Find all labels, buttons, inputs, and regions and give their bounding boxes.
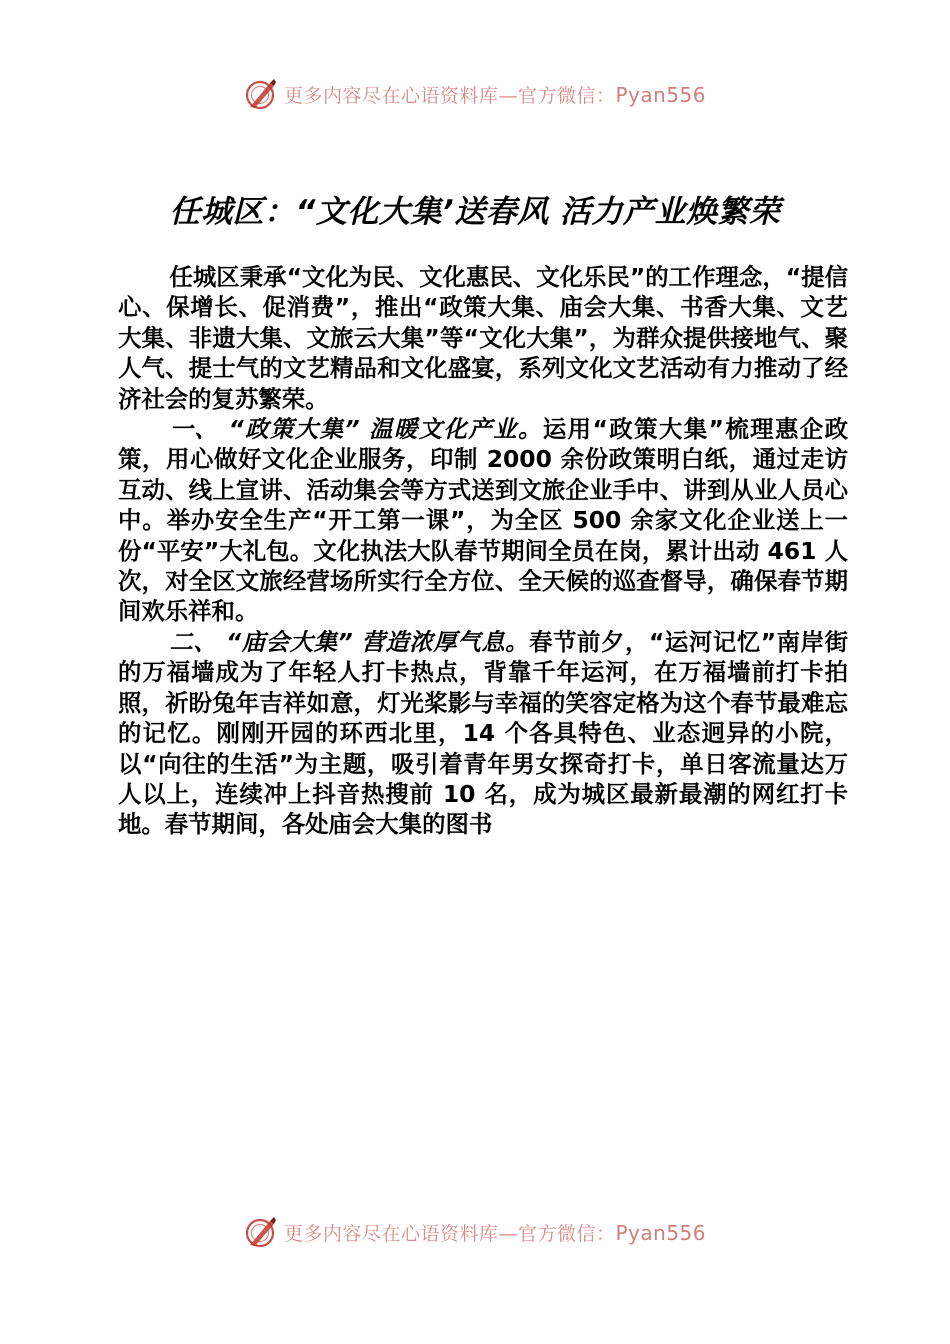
paragraph-policy-fair: 一、 “政策大集” 温暖文化产业。运用“政策大集”梳理惠企政策，用心做好文化企业服务，印制 2000 余份政策明白纸，通过走访互动、线上宣讲、活动集会等方式送到文旅企业手中、讲到从业人员心中。举办安全生产“开工第一课”，为全区 500 余家文化企业送上一份“平安”大礼包。文化执法大队春节期间全员在岗，累计出动 461 人次，对全区文旅经营场所实行全方位、全天候的巡查督导，确保春节期间欢乐祥和。: [118, 415, 848, 626]
paragraph-temple-fair: 二、 “庙会大集” 营造浓厚气息。春节前夕，“运河记忆”南岸街的万福墙成为了年轻人打卡热点，背靠千年运河，在万福墙前打卡拍照，祈盼兔年吉祥如意，灯光桨影与幸福的笑容定格为这个春节最难忘的记忆。刚刚开园的环西北里，14 个各具特色、业态迥异的小院，以“向往的生活”为主题，吸引着青年男女探奇打卡，单日客流量达万人以上，连续冲上抖音热搜前 10 名，成为城区最新最潮的网红打卡地。春节期间，各处庙会大集的图书: [118, 627, 848, 839]
pen-logo-icon: [244, 77, 278, 111]
paragraph-intro: 任城区秉承“文化为民、文化惠民、文化乐民”的工作理念，“提信心、保增长、促消费”，推出“政策大集、庙会大集、书香大集、文艺大集、非遗大集、文旅云大集”等“文化大集”，为群众提供接地气、聚人气、提士气的文艺精品和文化盛宴，系列文化文艺活动有力推动了经济社会的复苏繁荣。: [118, 263, 848, 413]
header-watermark: [0, 74, 950, 114]
pen-logo-icon: [244, 1215, 278, 1249]
footer-watermark: [0, 1212, 950, 1252]
watermark-text: 更多内容尽在心语资料库—官方微信：Pyan556: [283, 82, 707, 107]
document-title: 任城区：“文化大集’送春风 活力产业焕繁荣: [169, 194, 781, 230]
document-body: [118, 262, 848, 840]
section-heading: 一、 “政策大集” 温暖文化产业。: [169, 415, 543, 444]
section-heading: 二、 “庙会大集” 营造浓厚气息。: [169, 627, 530, 656]
watermark-text: 更多内容尽在心语资料库—官方微信：Pyan556: [283, 1220, 707, 1245]
